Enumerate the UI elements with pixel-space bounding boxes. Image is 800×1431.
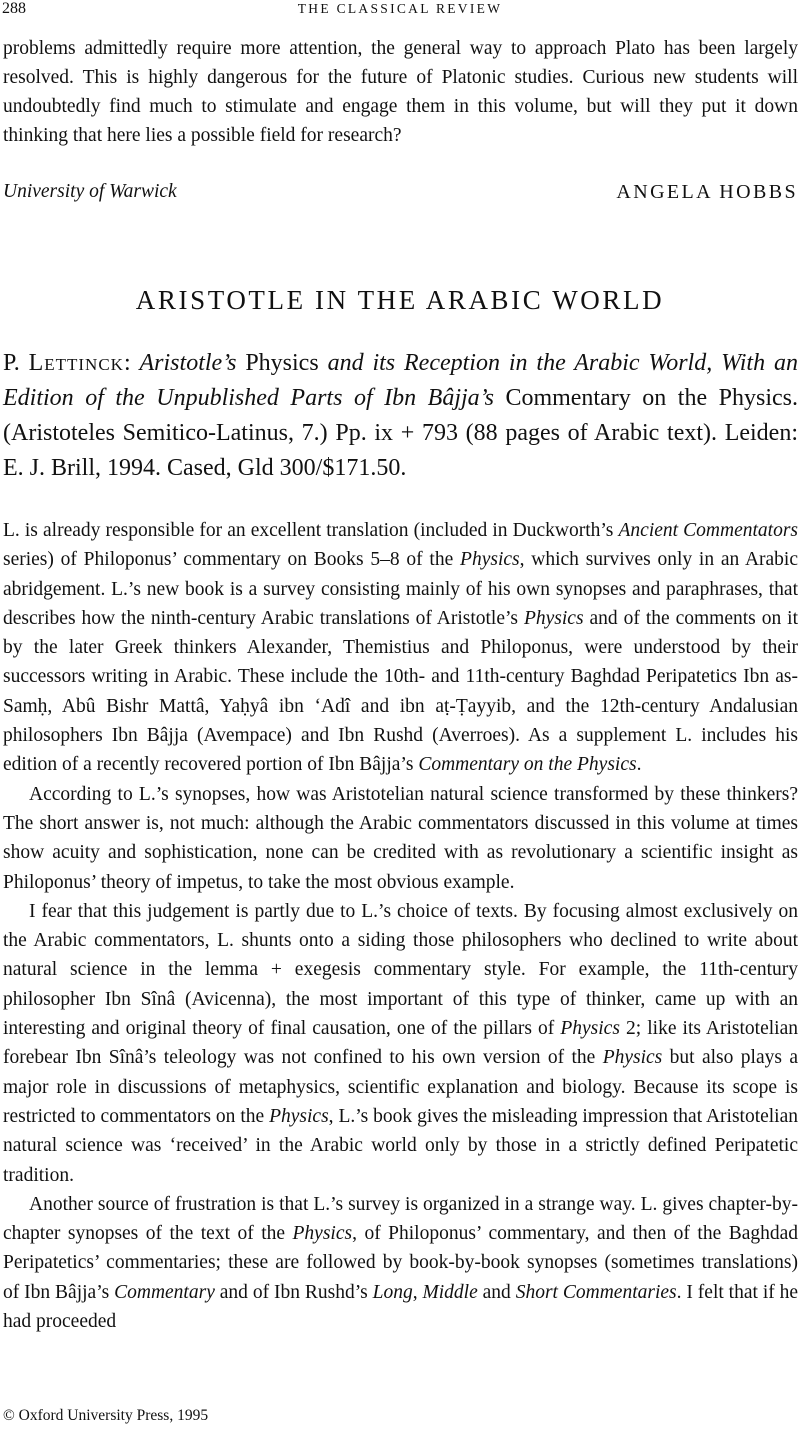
bib-title-work: Physics <box>245 350 319 376</box>
body-paragraph-1 <box>3 516 798 780</box>
text-italic: Long <box>372 1281 413 1303</box>
reviewer-name: ANGELA HOBBS <box>616 181 798 203</box>
text-italic: Commentary <box>114 1281 215 1303</box>
text-run: L. is already responsible for an excellent translation (included in Duckworth’s <box>3 520 614 541</box>
page-header <box>0 0 800 24</box>
text-run: , L.’s book gives the misleading impression that Aristotelian natural science was ‘received’ in the Arabic world only by those in a strictly defined Peripatetic tradition. <box>3 1105 799 1186</box>
text-run: . I felt that if he had proceeded <box>3 1281 799 1333</box>
text-italic: Physics <box>292 1223 353 1245</box>
text-run: and of the comments on it by the later Greek thinkers Alexander, Themistius and Philoponus, were understood by their successors writing in Arabic. These include the 10th- and 11th-century Baghdad Peripatetics Ibn as-Samḥ, Abû Bishr Mattâ, Yaḥyâ ibn ‘Adî and ibn aṭ-Ṭayyib, and the 12th-century Andalusian philosophers Ibn Bâjja (Avempace) and Ibn Rushd (Averroes). As a supplement L. includes his edition of a recently recovered portion of Ibn Bâjja’s <box>3 607 799 776</box>
bib-title-part: Aristotle’s <box>139 350 237 376</box>
text-run: and of Ibn Rushd’s <box>219 1281 368 1303</box>
body-paragraph-4 <box>3 1190 798 1336</box>
text-run: I fear that this judgement is partly due to L.’s choice of texts. By focusing almost exclusively on the Arabic commentators, L. shunts onto a siding those philosophers who declined to write about natural science in the lemma + exegesis commentary style. For example, the 11th-century philosopher Ibn Sînâ (Avicenna), the most important of this type of thinker, came up with an interesting and original theory of final causation, one of the pillars of <box>3 900 798 1040</box>
bib-details: (Aristoteles Semitico-Latinus, 7.) Pp. ix + 793 (88 pages of Arabic text). Leiden: E. J. Brill, 1994. Cased, Gld 300/$171.50. <box>3 420 798 481</box>
text-run: , which survives only in an Arabic abridgement. L.’s new book is a survey consisting mainly of his own synopses and paraphrases, that describes how the ninth-century Arabic translations of Aristotle’s <box>3 549 799 629</box>
text-italic: Physics <box>460 549 520 571</box>
body-paragraph-2: According to L.’s synopses, how was Aristotelian natural science transformed by these thinkers? The short answer is, not much: although the Arabic commentators discussed in this volume at times show acuity and sophistication, none can be credited with as revolutionary a scientific insight as Philoponus’ theory of impetus, to take the most obvious example. <box>3 783 798 893</box>
text-italic: Physics <box>602 1047 663 1069</box>
text-run: and <box>482 1281 511 1303</box>
text-run: series) of Philoponus’ commentary on Books 5–8 of the <box>3 549 454 571</box>
text-run: 2; like its Aristotelian forebear Ibn Sînâ’s teleology was not confined to his own version of the <box>3 1018 798 1069</box>
text-italic: Ancient Commentators <box>618 520 798 541</box>
text-italic: Physics <box>523 607 584 629</box>
section-title: ARISTOTLE IN THE ARABIC WORLD <box>135 285 665 315</box>
text-run: but also plays a major role in discussions of metaphysics, scientific explanation and biology. Because its scope is restricted to commentators on the <box>3 1047 798 1127</box>
text-italic: Commentary on the Physics <box>418 754 637 776</box>
previous-review-closing-paragraph: problems admittedly require more attention, the general way to approach Plato has been largely resolved. This is highly dangerous for the future of Platonic studies. Curious new students will undoubtedly find much to stimulate and engage them in this volume, but will they put it down thinking that here lies a possible field for research? <box>3 38 798 146</box>
review-body <box>3 516 798 1336</box>
running-head: THE CLASSICAL REVIEW <box>297 1 503 16</box>
text-italic: Physics <box>269 1105 329 1127</box>
reviewer-signature <box>3 181 798 211</box>
text-run: . <box>636 754 642 776</box>
body-paragraph-3 <box>3 897 798 1190</box>
bib-author-surname: Lettinck <box>28 350 124 376</box>
copyright-footer: © Oxford University Press, 1995 <box>3 1407 209 1424</box>
text-run: , <box>412 1281 418 1303</box>
text-italic: Middle <box>422 1281 478 1303</box>
text-italic: Short Commentaries <box>515 1281 677 1303</box>
text-run: Another source of frustration is that L.’s survey is organized in a strange way. L. gives chapter-by-chapter synopses of the text of the <box>3 1193 798 1245</box>
bib-author-initial: P. <box>3 350 20 376</box>
text-run: , of Philoponus’ commentary, and then of the Baghdad Peripatetics’ commentaries; these are followed by book-by-book synopses (sometimes translations) of Ibn Bâjja’s <box>3 1223 799 1303</box>
page-number: 288 <box>2 0 26 17</box>
reviewer-affiliation: University of Warwick <box>3 181 177 202</box>
bibliographic-entry: P. Lettinck: Aristotle’s Physics and its Reception in the Arabic World, With an Edition of the Unpublished Parts of Ibn Bâjja’s Commentary on the Physics. (Aristoteles Semitico-Latinus, 7.) Pp. ix + 793 (88 pages of Arabic text). Leiden: E. J. Brill, 1994. Cased, Gld 300/$171.50. <box>3 350 798 481</box>
bib-title-commentary: Commentary on the Physics. <box>505 385 798 411</box>
bib-title-part: and its Reception in the Arabic World, With an Edition of the Unpublished Parts of Ibn Bâjja’s <box>3 350 798 411</box>
text-italic: Physics <box>560 1018 620 1040</box>
